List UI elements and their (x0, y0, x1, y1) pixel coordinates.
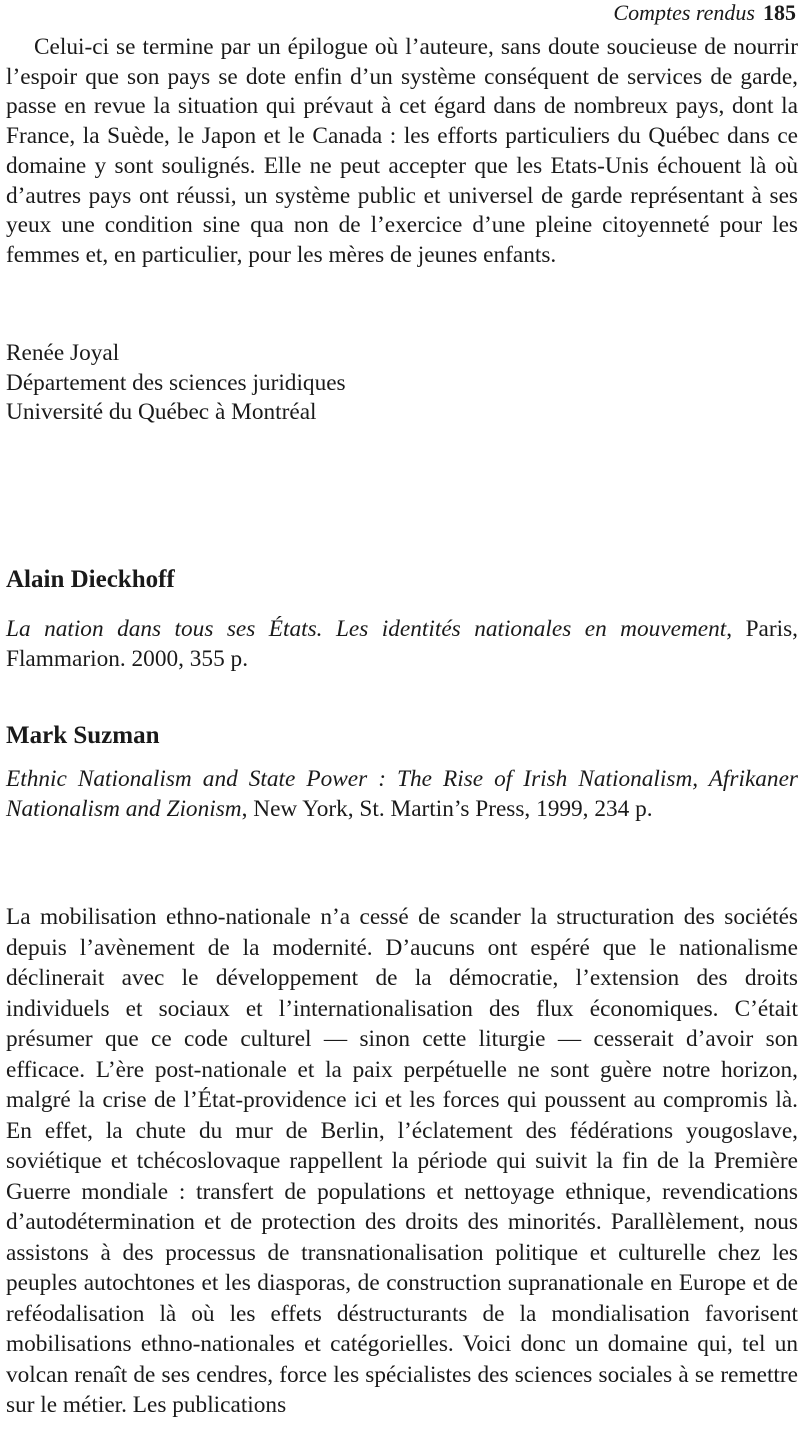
reviewer-signature (6, 339, 798, 428)
book-author: Mark Suzman (6, 722, 160, 749)
reviewer-department: Département des sciences juridiques (6, 369, 346, 396)
running-head (613, 0, 796, 26)
book-reference (6, 615, 798, 674)
review-closing-paragraph: Celui-ci se termine par un épilogue où l’auteure, sans doute soucieuse de nourrir l’espoir que son pays se dote enfin d’un système conséquent de services de garde, passe en revue la situation qui prévaut à cet égard dans de nombreux pays, dont la France, la Suède, le Japon et le Canada : les efforts particuliers du Québec dans ce domaine y sont soulignés. Elle ne peut accepter que les Etats-Unis échouent là où d’autres pays ont réussi, un système public et universel de garde représentant à ses yeux une condition sine qua non de l’exercice d’une pleine citoyenneté pour les femmes et, en particulier, pour les mères de jeunes enfants. (6, 34, 798, 268)
book-title: La nation dans tous ses États. Les identités nationales en mouvement (6, 616, 727, 642)
page-number: 185 (763, 0, 796, 25)
review-opening-paragraph: La mobilisation ethno-nationale n’a cessé de scander la structuration des sociétés depuis l’avènement de la modernité. D’aucuns ont espéré que le nationalisme déclinerait avec le développement de la démocratie, l’extension des droits individuels et sociaux et l’internationalisation des flux économiques. C’était présumer que ce code culturel — sinon cette liturgie — cesserait d’avoir son efficace. L’ère post-nationale et la paix perpétuelle ne sont guère notre horizon, malgré la crise de l’État-providence ici et les forces qui poussent au compromis là. En effet, la chute du mur de Berlin, l’éclatement des fédérations yougoslave, soviétique et tchécoslovaque rappellent la période qui suivit la fin de la Première Guerre mondiale : transfert de populations et nettoyage ethnique, revendications d’autodétermination et de protection des droits des minorités. Parallèlement, nous assistons à des processus de transnationalisation politique et culturelle chez les peuples autochtones et les diasporas, de construction supranationale en Europe et de reféodalisation là où les effets déstructurants de la mondialisation favorisent mobilisations ethno-nationales et catégorielles. Voici donc un domaine qui, tel un volcan renaît de ses cendres, force les spécialistes des sciences sociales à se remettre sur le métier. Les publications (6, 904, 798, 1418)
book-publication-details: , Paris, Flammarion. 2000, 355 p. (6, 616, 798, 672)
book-reference (6, 765, 798, 824)
reviewer-university: Université du Québec à Montréal (6, 399, 317, 425)
section-title: Comptes rendus (613, 0, 755, 25)
book-title: Ethnic Nationalism and State Power : The Rise of Irish Nationalism, Afrikaner Nationalism and Zionism (6, 766, 798, 822)
book-author: Alain Dieckhoff (6, 566, 175, 593)
reviewer-name: Renée Joyal (6, 340, 120, 366)
book-publication-details: , New York, St. Martin’s Press, 1999, 234 p. (241, 795, 653, 822)
